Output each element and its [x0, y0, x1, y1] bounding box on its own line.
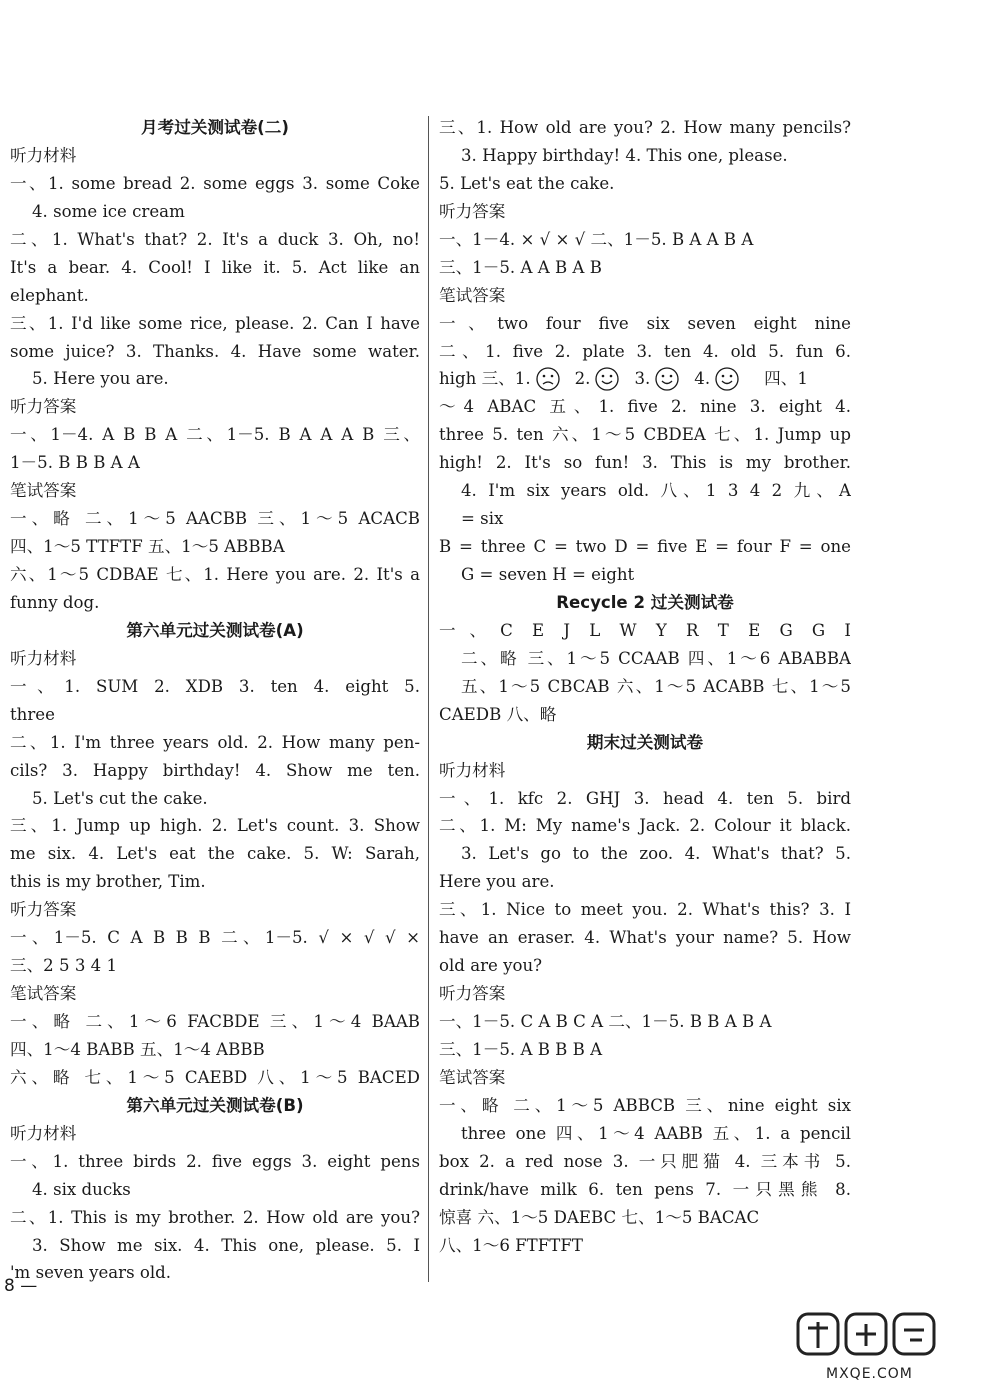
- text-line: 一、略 二、1～5 ABBCB 三、nine eight six: [439, 1095, 851, 1115]
- text-line: box 2. a red nose 3. 一只肥猫 4. 三本书 5.: [439, 1151, 851, 1171]
- text-line: 一、C E J L W Y R T E G G I: [439, 620, 851, 640]
- text-line: 二、1. M: My name's Jack. 2. Colour it black.: [439, 816, 851, 836]
- text-line: 'm seven years old.: [10, 1263, 172, 1283]
- text-line: 5. Here you are.: [32, 369, 169, 389]
- text-line: high! 2. It's so fun! 3. This is my brother.: [439, 453, 851, 473]
- watermark-logo: [788, 1308, 978, 1388]
- section-heading: 听力材料: [10, 1123, 77, 1143]
- text-line: 一、略 二、1～6 FACBDE 三、1～4 BAAB: [10, 1012, 420, 1031]
- page-number: 8 —: [4, 1276, 38, 1296]
- text-line: CAEDB 八、略: [439, 704, 557, 724]
- smiley-line: [439, 365, 851, 393]
- text-line: 一、two four five six seven eight nine: [439, 313, 851, 333]
- text-line: 三、2 5 3 4 1: [10, 956, 118, 976]
- section-title: 月考过关测试卷(二): [141, 118, 289, 137]
- text-line: 4. I'm six years old. 八、1 3 4 2 九、A: [461, 481, 851, 501]
- section-heading: 听力答案: [439, 984, 506, 1004]
- text-line: 惊喜 六、1～5 DAEBC 七、1～5 BACAC: [439, 1207, 760, 1227]
- text-line: G = seven H = eight: [461, 565, 635, 584]
- text-line: Here you are.: [439, 872, 555, 892]
- text-line: 二、1. This is my brother. 2. How old are you?: [10, 1207, 420, 1227]
- text-line: 3. Happy birthday! 4. This one, please.: [461, 145, 788, 165]
- text-line: elephant.: [10, 285, 89, 305]
- text-line: some juice? 3. Thanks. 4. Have some water.: [10, 341, 420, 361]
- text-line: 三、1－5. A A B A B: [439, 257, 602, 277]
- section-heading: 听力材料: [10, 648, 77, 668]
- text-line: have an eraser. 4. What's your name? 5. How: [439, 928, 851, 948]
- text-line: funny dog.: [10, 592, 100, 612]
- text-line: this is my brother, Tim.: [10, 872, 206, 892]
- smiley-number: 4.: [694, 369, 711, 389]
- text-line: 一、1－4. A B B A 二、1－5. B A A A B 三、: [10, 425, 420, 445]
- text-line: It's a bear. 4. Cool! I like it. 5. Act like an: [10, 257, 420, 277]
- text-line: 八、1～6 FTFTFT: [439, 1235, 583, 1255]
- section-title: 第六单元过关测试卷(B): [126, 1095, 304, 1115]
- text-line: 一、1. kfc 2. GHJ 3. head 4. ten 5. bird: [439, 788, 851, 808]
- text-line: 三、1. Jump up high. 2. Let's count. 3. Show: [10, 816, 420, 836]
- smiley-face-icon: [592, 366, 622, 392]
- text-line: B = three C = two D = five E = four F = one: [439, 537, 851, 557]
- text-line: 六、1～5 CDBAE 七、1. Here you are. 2. It's a: [10, 565, 420, 584]
- text-line: 三、1. How old are you? 2. How many pencils?: [439, 118, 851, 137]
- right-column: [439, 114, 851, 1259]
- text-line: drink/have milk 6. ten pens 7. 一只黑熊 8.: [439, 1179, 851, 1199]
- column-divider: [428, 116, 429, 1282]
- text-line: 一、1－5. C A B C A 二、1－5. B B A B A: [439, 1012, 772, 1031]
- text-line: 5. Let's cut the cake.: [32, 788, 208, 808]
- section-heading: 听力材料: [439, 760, 506, 780]
- text-line: 六、略 七、1～5 CAEBD 八、1～5 BACED: [10, 1067, 420, 1087]
- text-line: 一、1. SUM 2. XDB 3. ten 4. eight 5.: [10, 676, 420, 696]
- text-line: 3. Let's go to the zoo. 4. What's that? 5.: [461, 844, 851, 864]
- text-line: three 5. ten 六、1～5 CBDEA 七、1. Jump up: [439, 425, 851, 445]
- smiley-number: 2.: [574, 369, 591, 389]
- text-line: 一、1. three birds 2. five eggs 3. eight pens: [10, 1151, 420, 1171]
- section-title: Recycle 2 过关测试卷: [556, 592, 734, 612]
- text-line: 3. Show me six. 4. This one, please. 5. I: [32, 1235, 420, 1255]
- watermark-text: MXQE.COM: [826, 1366, 913, 1382]
- text-line: 一、1－4. × √ × √ 二、1－5. B A A B A: [439, 229, 754, 249]
- text-line: 二、1. five 2. plate 3. ten 4. old 5. fun 6.: [439, 341, 851, 361]
- text-line: three one 四、1～4 AABB 五、1. a pencil: [461, 1123, 851, 1143]
- section-heading: 笔试答案: [10, 481, 77, 501]
- text-line: old are you?: [439, 956, 543, 976]
- section-heading: 笔试答案: [439, 1067, 506, 1087]
- text-line: 四、1: [764, 369, 808, 389]
- text-line: three: [10, 704, 55, 724]
- text-line: 4. six ducks: [32, 1179, 131, 1199]
- smiley-face-icon: [712, 366, 742, 392]
- left-column: [10, 114, 420, 1287]
- text-line: 三、1. I'd like some rice, please. 2. Can I have: [10, 313, 420, 333]
- text-line: 四、1～5 TTFTF 五、1～5 ABBBA: [10, 537, 285, 557]
- text-line: = six: [461, 509, 504, 529]
- text-line: ～4 ABAC 五、1. five 2. nine 3. eight 4.: [439, 397, 851, 417]
- text-line: 4. some ice cream: [32, 201, 185, 221]
- section-heading: 笔试答案: [10, 984, 77, 1004]
- text-line: 一、1. some bread 2. some eggs 3. some Coke: [10, 173, 420, 193]
- text-line: 1－5. B B B A A: [10, 453, 140, 473]
- smiley-face-icon: [652, 366, 682, 392]
- text-line: 五、1～5 CBCAB 六、1～5 ACABB 七、1～5: [461, 676, 851, 696]
- section-title: 期末过关测试卷: [586, 732, 704, 752]
- smiley-number: 3.: [634, 369, 651, 389]
- text-line: 三、1. Nice to meet you. 2. What's this? 3. I: [439, 900, 851, 920]
- text-line: 三、1－5. A B B B A: [439, 1039, 603, 1059]
- text-line: 二、1. I'm three years old. 2. How many pen-: [10, 732, 420, 752]
- text-line: cils? 3. Happy birthday! 4. Show me ten.: [10, 760, 420, 780]
- section-heading: 听力材料: [10, 145, 77, 165]
- text-line: me six. 4. Let's eat the cake. 5. W: Sarah,: [10, 844, 420, 864]
- text-line: 四、1～4 BABB 五、1～4 ABBB: [10, 1039, 265, 1059]
- text-line: 5. Let's eat the cake.: [439, 173, 615, 193]
- section-heading: 听力答案: [439, 201, 506, 221]
- text-line: 一、1－5. C A B B B 二、1－5. √ × √ √ ×: [10, 928, 420, 948]
- section-title: 第六单元过关测试卷(A): [126, 620, 304, 640]
- smiley-face-icon: [533, 366, 563, 392]
- text-line: 二、略 三、1～5 CCAAB 四、1～6 ABABBA: [461, 648, 851, 668]
- text-line: 二、1. What's that? 2. It's a duck 3. Oh, no!: [10, 229, 420, 249]
- section-heading: 笔试答案: [439, 285, 506, 305]
- text-line: 一、略 二、1～5 AACBB 三、1～5 ACACB: [10, 509, 420, 529]
- section-heading: 听力答案: [10, 397, 77, 417]
- text-line: high 三、1.: [439, 369, 531, 389]
- section-heading: 听力答案: [10, 900, 77, 920]
